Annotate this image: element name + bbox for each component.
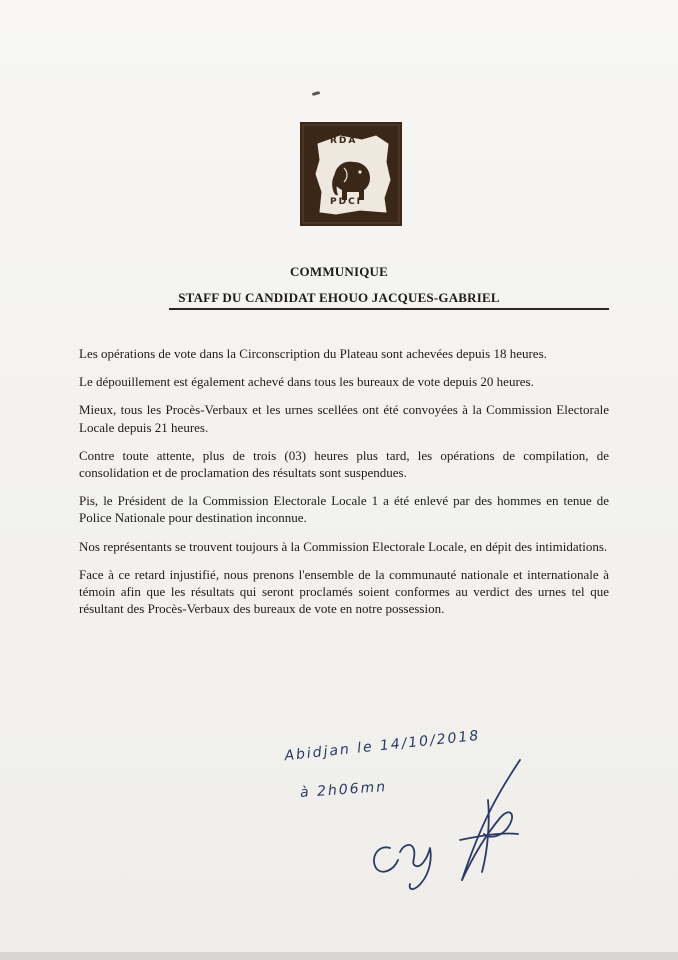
paragraph: Contre toute attente, plus de trois (03) heures plus tard, les opérations de compilation, de consolidation et de proclamation des résultats sont suspendues. [79,447,609,481]
handwritten-time: à 2h06mn [299,778,388,802]
paragraph: Pis, le Président de la Commission Electorale Locale 1 a été enlevé par des hommes en tenue de Police Nationale pour destination inconnue. [79,493,609,526]
paragraph: Les opérations de vote dans la Circonscription du Plateau sont achevées depuis 18 heures. [79,346,547,361]
logo-text-top: RDA [330,136,358,146]
document-subtitle: STAFF DU CANDIDAT EHOUO JACQUES-GABRIEL [178,290,500,305]
handwritten-signature-icon [350,740,530,900]
title-underline [169,308,609,310]
paragraph: Le dépouillement est également achevé dans tous les bureaux de vote depuis 20 heures. [79,374,534,390]
paragraph: Nos représentants se trouvent toujours à la Commission Electorale Locale, en dépit des intimidations. [79,538,608,554]
paragraph: Face à ce retard injustifié, nous prenons l'ensemble de la communauté nationale et internationale à témoin afin que les résultats qui seront proclamés soient conformes au verdict des urnes tel que résultant des Procès-Verbaux des bureaux de vote en notre possession. [79,566,609,617]
communique-body [79,345,609,628]
paragraph: Mieux, tous les Procès-Verbaux et les urnes scellées ont été convoyées à la Commission Electorale Locale depuis 21 heures. [79,402,609,435]
document-title: COMMUNIQUE [289,264,389,279]
handwritten-place-date: Abidjan le 14/10/2018 [283,727,481,765]
page-bottom-edge [0,952,678,960]
logo-text-bottom: PDCI [330,197,363,207]
